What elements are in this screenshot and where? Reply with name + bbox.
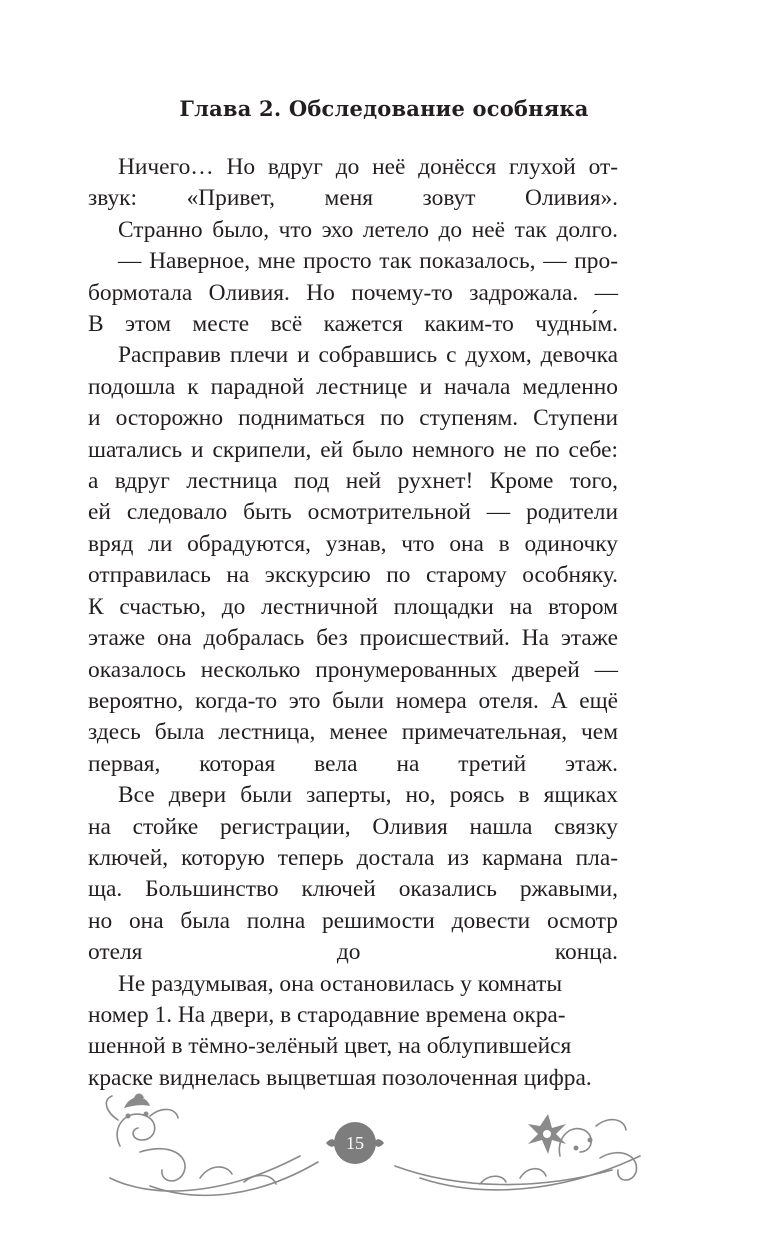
text-line: звук: «Привет, меня зовут Оливия». xyxy=(88,185,618,212)
paragraph xyxy=(88,969,618,1095)
text-line: этаже она добралась без происшествий. На этаже xyxy=(88,625,618,652)
text-line: Расправив плечи и собравшись с духом, девочка xyxy=(118,342,618,369)
text-line: первая, которая вела на третий этаж. xyxy=(88,750,618,777)
text-line: — Наверное, мне просто так показалось, — про- xyxy=(118,248,618,275)
text-line: вряд ли обрадуются, узнав, что она в одиночку xyxy=(88,530,618,557)
text-line: Ничего… Но вдруг до неё донёсся глухой от- xyxy=(118,154,618,180)
body-text xyxy=(88,152,618,1094)
text-line: отеля до конца. xyxy=(88,939,618,966)
text-line: Странно было, что эхо летело до неё так долго. xyxy=(118,216,618,243)
text-line: В этом месте всё кажется каким-то чудны́м. xyxy=(88,311,618,338)
text-line: Все двери были заперты, но, роясь в ящиках xyxy=(118,782,618,809)
text-line: ключей, которую теперь достала из кармана пла- xyxy=(88,844,618,871)
paragraph xyxy=(88,215,618,246)
text-line: ща. Большинство ключей оказались ржавыми, xyxy=(88,876,618,903)
paragraph xyxy=(88,340,618,780)
left-floral-flourish-icon xyxy=(106,1096,318,1195)
text-line: краске виднелась выцветшая позолоченная цифра. xyxy=(88,1064,592,1091)
text-line: ей следовало быть осмотрительной — родители xyxy=(88,499,618,526)
text-line: здесь была лестница, менее примечательная, чем xyxy=(88,719,618,746)
text-line: отправилась на экскурсию по старому особняку. xyxy=(88,562,618,589)
right-floral-flourish-icon xyxy=(395,1120,640,1190)
text-line: на стойке регистрации, Оливия нашла связку xyxy=(88,813,618,840)
chapter-title: Глава 2. Обследование особняка xyxy=(179,96,589,121)
text-line: вероятно, когда-то это были номера отеля. А ещё xyxy=(88,687,618,714)
page-number: 15 xyxy=(346,1132,364,1153)
text-line: шатались и скрипели, ей было немного не по себе: xyxy=(88,436,618,463)
text-line: бормотала Оливия. Но почему-то задрожала. — xyxy=(88,279,618,306)
text-line: оказалось несколько пронумерованных дверей — xyxy=(88,656,618,683)
text-line: шенной в тёмно-зелёный цвет, на облупившейся xyxy=(88,1033,572,1060)
text-line: и осторожно подниматься по ступеням. Ступени xyxy=(88,405,618,432)
text-line: номер 1. На двери, в стародавние времена окра- xyxy=(88,1001,566,1028)
paragraph xyxy=(88,246,618,340)
text-line: подошла к парадной лестнице и начала медленно xyxy=(88,373,618,400)
paragraph xyxy=(88,780,618,968)
text-line: К счастью, до лестничной площадки на втором xyxy=(88,593,618,620)
text-line: но она была полна решимости довести осмотр xyxy=(88,907,618,934)
right-flower-icon xyxy=(528,1114,593,1154)
text-line: а вдруг лестница под ней рухнет! Кроме того, xyxy=(88,468,618,495)
footer-ornament xyxy=(0,1086,768,1206)
text-line: Не раздумывая, она остановилась у комнаты xyxy=(118,970,563,997)
paragraph xyxy=(88,152,618,215)
